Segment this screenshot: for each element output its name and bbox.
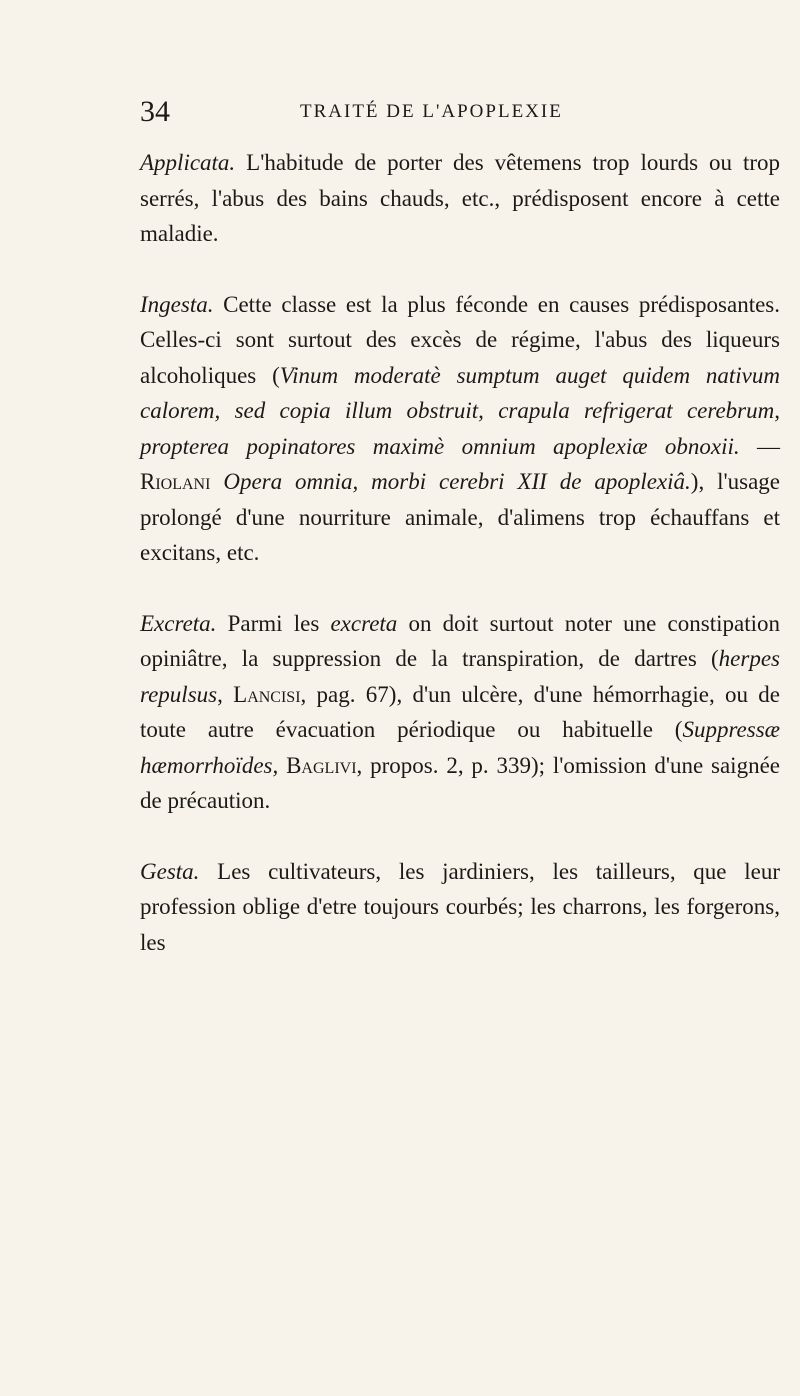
paragraph-text: ), l'usage prolongé d'une nourriture animale, d'alimens trop échauffans et excitans, etc. [140, 469, 781, 565]
paragraph-text: Parmi les [216, 610, 331, 636]
page-number: 34 [140, 95, 170, 128]
paragraph-ingesta [140, 287, 780, 571]
paragraph-excreta [140, 606, 780, 819]
page-header [140, 92, 780, 132]
section-term: Ingesta. [140, 291, 214, 317]
paragraph-text: , [217, 681, 234, 707]
body-text [140, 145, 780, 960]
latin-term: herpes repulsus [140, 646, 780, 707]
section-term: Gesta. [140, 858, 200, 884]
paragraph-text: L'habitude de porter des vêtemens trop lourds ou trop serrés, l'abus des bains chauds, etc., prédisposent encore à cette maladie. [140, 150, 780, 246]
dash: — [739, 433, 781, 459]
citation-author: Riolani [140, 469, 211, 494]
paragraph-text: Les cultivateurs, les jardiniers, les tailleurs, que leur profession oblige d'etre toujours courbés; les charrons, les forgerons, les [140, 858, 780, 955]
paragraph-applicata [140, 145, 780, 252]
paragraph-gesta [140, 854, 780, 961]
paragraph-text: Cette classe est la plus féconde en causes prédisposantes. Celles-ci sont surtout des excès de régime, l'abus des liqueurs alcoholiques ( [140, 291, 780, 388]
latin-term: Suppressæ hæmorrhoïdes, [140, 717, 780, 778]
citation-author: Lancisi [233, 681, 301, 707]
latin-quotation: Vinum moderatè sumptum auget quidem nativum calorem, sed copia illum obstruit, crapula refrigerat cerebrum, propterea popinatores maximè omnium apoplexiæ obnoxii. [140, 362, 780, 459]
paragraph-text: on doit surtout noter une constipation opiniâtre, la suppression de la transpiration, de dartres ( [140, 610, 780, 671]
citation-author: Baglivi [278, 752, 357, 778]
citation-work: Opera omnia, morbi cerebri XII de apoplexiâ. [210, 469, 691, 494]
section-term: Applicata. [140, 150, 236, 175]
paragraph-text: , pag. 67), d'un ulcère, d'une hémorrhagie, ou de toute autre évacuation périodique ou habituelle ( [140, 681, 780, 742]
running-title: TRAITÉ DE L'APOPLEXIE [300, 101, 563, 122]
section-term: Excreta. [140, 610, 217, 636]
latin-term: excreta [330, 610, 398, 636]
paragraph-text: , propos. 2, p. 339); l'omission d'une saignée de précaution. [140, 752, 780, 813]
